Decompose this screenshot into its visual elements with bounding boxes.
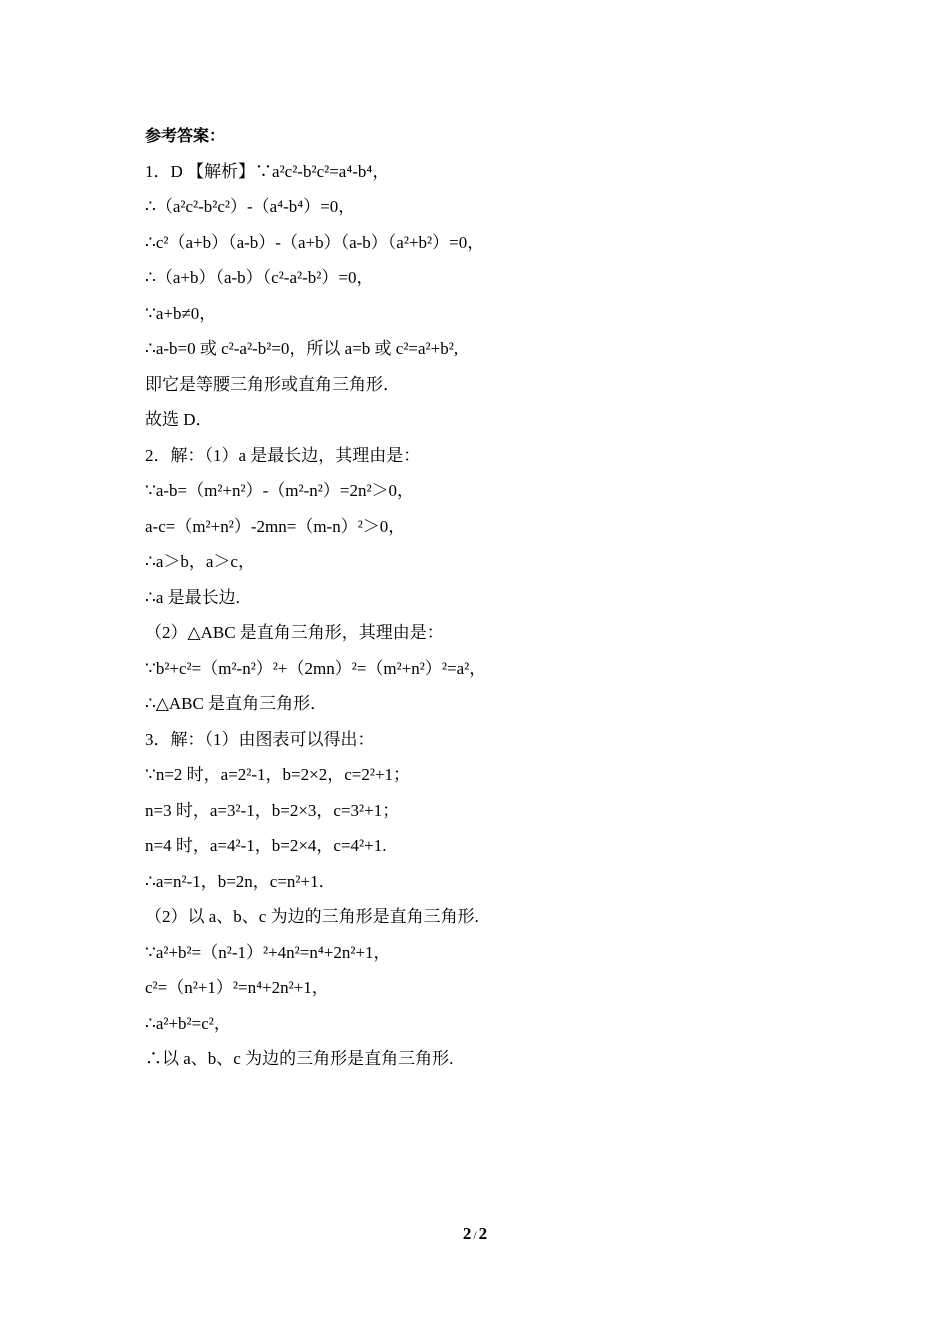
text-line: a-c=（m²+n²）-2mn=（m-n）²＞0，	[145, 516, 406, 536]
text-line: ∴（a²c²-b²c²）-（a⁴-b⁴）=0，	[145, 197, 356, 216]
text-line: 2．解：（1）a 是最长边，其理由是：	[145, 445, 421, 465]
text-line: n=3 时，a=3²-1，b=2×3，c=3²+1；	[145, 800, 400, 820]
text-line: ∵n=2 时，a=2²-1，b=2×2，c=2²+1；	[145, 765, 411, 784]
text-line: c²=（n²+1）²=n⁴+2n²+1，	[145, 978, 329, 997]
text-line: 1．D 【解析】∵a²c²-b²c²=a⁴-b⁴，	[145, 161, 390, 181]
section-heading: 参考答案：	[145, 126, 226, 145]
text-line: ∴a＞b，a＞c，	[145, 552, 255, 571]
text-line: ∴a 是最长边.	[145, 587, 240, 607]
text-line: ∴（a+b）（a-b）（c²-a²-b²）=0，	[145, 268, 374, 287]
current-page: 2	[462, 1224, 472, 1243]
total-pages: 2	[478, 1224, 488, 1243]
text-line: n=4 时，a=4²-1，b=2×4，c=4²+1.	[145, 836, 387, 855]
text-line: 故选 D．	[145, 410, 213, 429]
text-line: ∴a=n²-1，b=2n，c=n²+1．	[145, 871, 336, 891]
answer-section	[145, 118, 825, 1077]
text-line: ∵a+b≠0，	[145, 303, 217, 323]
text-line: ∴a-b=0 或 c²-a²-b²=0，所以 a=b 或 c²=a²+b²,	[145, 339, 459, 358]
text-line: 即它是等腰三角形或直角三角形．	[145, 374, 400, 394]
text-line: ∵a²+b²=（n²-1）²+4n²=n⁴+2n²+1，	[145, 942, 391, 962]
text-line: ∵b²+c²=（m²-n²）²+（2mn）²=（m²+n²）²=a²，	[145, 658, 487, 678]
page-separator: /	[473, 1228, 477, 1242]
text-line: ∵a-b=（m²+n²）-（m²-n²）=2n²＞0，	[145, 481, 415, 500]
text-line: （2）△ABC 是直角三角形，其理由是：	[145, 623, 444, 642]
text-line: 3．解：（1）由图表可以得出：	[145, 729, 375, 749]
page-number	[0, 1224, 950, 1244]
text-line: ∴以 a、b、c 为边的三角形是直角三角形.	[145, 1049, 454, 1068]
text-line: ∴△ABC 是直角三角形．	[145, 694, 328, 713]
text-line: （2）以 a、b、c 为边的三角形是直角三角形.	[145, 907, 479, 926]
text-line: ∴c²（a+b）（a-b）-（a+b）（a-b）（a²+b²）=0，	[145, 232, 485, 252]
text-line: ∴a²+b²=c²，	[145, 1013, 231, 1033]
